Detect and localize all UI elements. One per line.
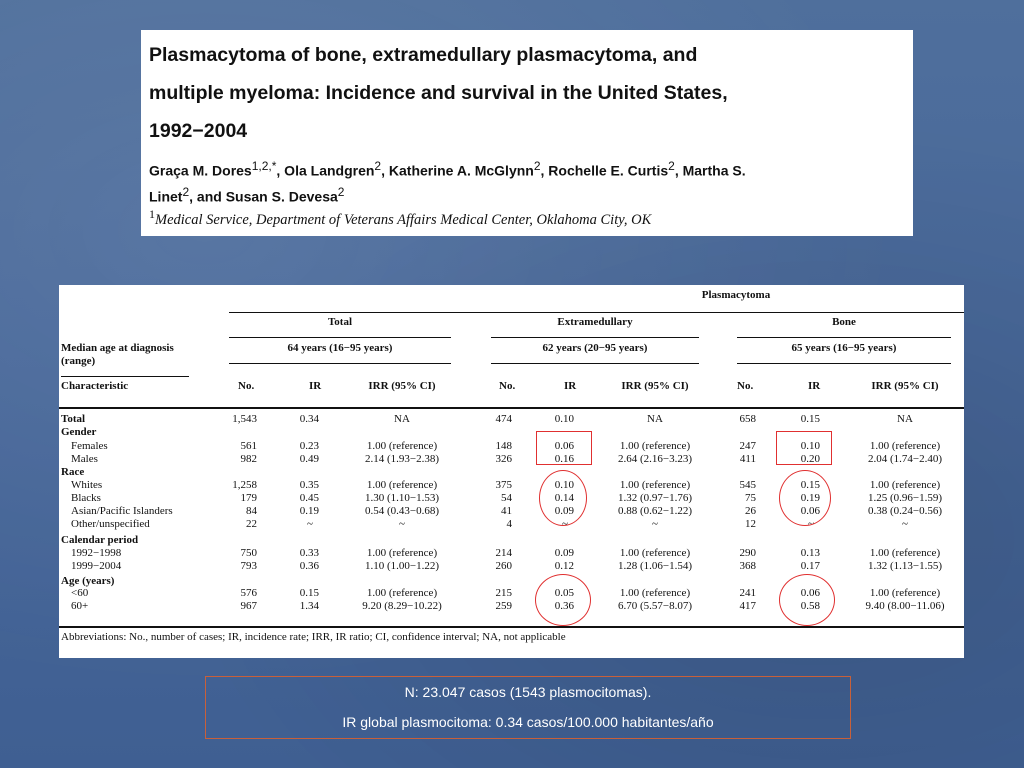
cell-ir: 0.10: [554, 479, 574, 491]
cell-no: 474: [495, 413, 512, 425]
cell-irr: NA: [647, 413, 663, 425]
cell-no: 260: [495, 560, 512, 572]
cell-ir: 0.35: [299, 479, 319, 491]
col-header-no: No.: [499, 380, 516, 392]
race-ir-highlight-extramedullary: [539, 470, 587, 526]
cell-ir: 0.36: [554, 600, 574, 612]
median-age-value: 65 years (16−95 years): [791, 342, 897, 354]
group-rule: [229, 337, 451, 338]
cell-ir: 0.06: [800, 505, 820, 517]
cell-no: 1,258: [232, 479, 257, 491]
cell-irr: 1.25 (0.96−1.59): [867, 492, 943, 504]
section-label: Gender: [61, 426, 97, 438]
cell-irr: 2.14 (1.93−2.38): [364, 453, 440, 465]
cell-irr: NA: [897, 413, 913, 425]
row-label: <60: [71, 587, 89, 599]
cell-irr: NA: [394, 413, 410, 425]
col-header-ir: IR: [808, 380, 821, 392]
cell-no: 41: [501, 505, 512, 517]
median-age-rule: [491, 363, 699, 364]
cell-irr: 1.00 (reference): [366, 587, 438, 599]
median-age-rule: [737, 363, 951, 364]
row-label: Whites: [71, 479, 103, 491]
section-label: Race: [61, 466, 85, 478]
cell-irr: 1.28 (1.06−1.54): [617, 560, 693, 572]
col-header-irr: IRR (95% CI): [621, 380, 689, 392]
cell-no: 22: [246, 518, 257, 530]
paper-header: [141, 30, 913, 236]
race-ir-highlight-bone: [779, 470, 831, 526]
gender-ir-highlight-extramedullary: [536, 431, 592, 465]
cell-no: 793: [240, 560, 257, 572]
group-header-total: Total: [327, 316, 353, 328]
cell-no: 1,543: [232, 413, 257, 425]
gender-ir-highlight-bone: [776, 431, 832, 465]
cell-no: 290: [739, 547, 756, 559]
row-label: Females: [71, 440, 108, 452]
paper-title-line: Plasmacytoma of bone, extramedullary plasmacytoma, and: [149, 44, 698, 66]
cell-ir: 0.12: [554, 560, 574, 572]
cell-irr: 1.00 (reference): [366, 479, 438, 491]
median-age-rule: [229, 363, 451, 364]
cell-no: 561: [240, 440, 257, 452]
cell-irr: 1.30 (1.10−1.53): [364, 492, 440, 504]
header-bottom-rule: [59, 407, 964, 409]
cell-ir: 0.15: [299, 587, 319, 599]
col-header-ir: IR: [564, 380, 577, 392]
cell-irr: 9.20 (8.29−10.22): [362, 600, 442, 612]
col-header-irr: IRR (95% CI): [871, 380, 939, 392]
cell-irr: 9.40 (8.00−11.06): [865, 600, 945, 612]
cell-ir: 0.06: [554, 440, 574, 452]
cell-ir: 0.58: [800, 600, 820, 612]
cell-ir: 0.13: [800, 547, 820, 559]
summary-line-2: IR global plasmocitoma: 0.34 casos/100.000 habitantes/año: [342, 714, 714, 730]
cell-ir: 0.23: [299, 440, 319, 452]
col-header-no: No.: [737, 380, 754, 392]
cell-ir: 0.36: [299, 560, 319, 572]
cell-ir: 0.34: [299, 413, 319, 425]
cell-ir: 0.09: [554, 505, 574, 517]
paper-title-line: 1992−2004: [149, 120, 248, 142]
col-header-irr: IRR (95% CI): [368, 380, 436, 392]
cell-irr: 1.00 (reference): [619, 587, 691, 599]
characteristic-header: Characteristic: [61, 380, 129, 392]
cell-ir: 0.09: [554, 547, 574, 559]
cell-irr: 1.00 (reference): [619, 440, 691, 452]
row-label: 60+: [71, 600, 89, 612]
authors-line-2: Linet$^2$, and Susan S. Devesa$^2$: [149, 184, 345, 205]
age-ir-highlight-bone: [779, 574, 835, 626]
cell-ir: ~: [808, 518, 814, 530]
cell-no: 247: [739, 440, 756, 452]
section-label: Age (years): [61, 575, 115, 587]
median-age-value: 64 years (16−95 years): [287, 342, 393, 354]
cell-irr: 1.00 (reference): [869, 479, 941, 491]
row-label: Total: [61, 413, 86, 425]
median-age-label: Median age at diagnosis: [61, 342, 174, 354]
cell-ir: 0.10: [800, 440, 820, 452]
paper-authors: [149, 156, 905, 207]
col-header-ir: IR: [309, 380, 322, 392]
paper-affiliation: $^1$Medical Service, Department of Veterans Affairs Medical Center, Oklahoma City, OK: [149, 207, 652, 229]
cell-no: 241: [739, 587, 756, 599]
paper-title: [149, 36, 905, 150]
cell-ir: ~: [562, 518, 568, 530]
cell-irr: 0.54 (0.43−0.68): [364, 505, 440, 517]
section-label: Calendar period: [61, 534, 139, 546]
cell-no: 259: [495, 600, 512, 612]
abbreviations-note: Abbreviations: No., number of cases; IR, incidence rate; IRR, IR ratio; CI, confidence interval; NA, not applicable: [61, 631, 566, 643]
cell-no: 967: [240, 600, 257, 612]
footer-top-rule: [59, 626, 964, 628]
age-ir-highlight-extramedullary: [535, 574, 591, 626]
cell-no: 545: [739, 479, 756, 491]
summary-box: [205, 676, 851, 739]
row-label: Asian/Pacific Islanders: [71, 505, 173, 517]
cell-irr: ~: [652, 518, 658, 530]
cell-no: 375: [495, 479, 512, 491]
cell-irr: ~: [399, 518, 405, 530]
cell-no: 982: [240, 453, 257, 465]
cell-irr: 0.88 (0.62−1.22): [617, 505, 693, 517]
row-label: 1999−2004: [71, 560, 122, 572]
incidence-table: [59, 285, 964, 658]
group-rule: [491, 337, 699, 338]
cell-no: 576: [240, 587, 257, 599]
cell-no: 411: [739, 453, 756, 465]
cell-ir: 0.15: [800, 413, 820, 425]
cell-no: 12: [745, 518, 756, 530]
cell-no: 215: [495, 587, 512, 599]
cell-no: 54: [501, 492, 512, 504]
median-age-range-label: (range): [61, 355, 96, 367]
cell-irr: 1.00 (reference): [366, 547, 438, 559]
cell-no: 75: [745, 492, 756, 504]
row-label: 1992−1998: [71, 547, 122, 559]
cell-no: 214: [495, 547, 512, 559]
paper-title-line: multiple myeloma: Incidence and survival in the United States,: [149, 82, 728, 104]
cell-irr: 1.32 (0.97−1.76): [617, 492, 693, 504]
cell-irr: 6.70 (5.57−8.07): [617, 600, 693, 612]
cell-no: 26: [745, 505, 756, 517]
col-header-no: No.: [238, 380, 255, 392]
cell-ir: 0.33: [299, 547, 319, 559]
cell-no: 179: [240, 492, 257, 504]
group-rule: [737, 337, 951, 338]
authors-line-1: Graça M. Dores$^{1,2,*}$, Ola Landgren$^2$, Katherine A. McGlynn$^2$, Rochelle E. Curtis$^2$, Martha S.: [149, 159, 746, 179]
cell-no: 148: [495, 440, 512, 452]
characteristic-rule: [61, 376, 189, 377]
cell-irr: 1.00 (reference): [869, 587, 941, 599]
group-header-extramedullary: Extramedullary: [557, 316, 633, 328]
median-age-value: 62 years (20−95 years): [542, 342, 648, 354]
cell-irr: ~: [902, 518, 908, 530]
row-label: Males: [71, 453, 98, 465]
cell-irr: 1.32 (1.13−1.55): [867, 560, 943, 572]
cell-irr: 2.64 (2.16−3.23): [617, 453, 693, 465]
super-header-rule: [229, 312, 964, 313]
cell-irr: 1.00 (reference): [869, 547, 941, 559]
cell-irr: 1.00 (reference): [366, 440, 438, 452]
cell-ir: 0.19: [299, 505, 319, 517]
cell-ir: 0.16: [554, 453, 574, 465]
cell-irr: 2.04 (1.74−2.40): [867, 453, 943, 465]
cell-ir: 0.15: [800, 479, 820, 491]
cell-ir: 0.20: [800, 453, 820, 465]
cell-ir: 0.05: [554, 587, 574, 599]
cell-ir: 0.06: [800, 587, 820, 599]
cell-irr: 0.38 (0.24−0.56): [867, 505, 943, 517]
cell-ir: 0.14: [554, 492, 574, 504]
cell-no: 658: [739, 413, 756, 425]
cell-no: 326: [495, 453, 512, 465]
cell-ir: 0.19: [800, 492, 820, 504]
table-super-header: Plasmacytoma: [701, 289, 771, 301]
cell-ir: 0.10: [554, 413, 574, 425]
cell-irr: 1.00 (reference): [869, 440, 941, 452]
cell-ir: ~: [307, 518, 313, 530]
cell-irr: 1.00 (reference): [619, 479, 691, 491]
cell-no: 84: [246, 505, 257, 517]
row-label: Other/unspecified: [71, 518, 150, 530]
cell-irr: 1.10 (1.00−1.22): [364, 560, 440, 572]
cell-ir: 0.49: [299, 453, 319, 465]
group-header-bone: Bone: [832, 316, 856, 328]
cell-no: 750: [240, 547, 257, 559]
cell-ir: 0.45: [299, 492, 319, 504]
cell-no: 368: [739, 560, 756, 572]
cell-irr: 1.00 (reference): [619, 547, 691, 559]
row-label: Blacks: [71, 492, 101, 504]
cell-ir: 0.17: [800, 560, 820, 572]
cell-ir: 1.34: [299, 600, 319, 612]
cell-no: 417: [739, 600, 756, 612]
summary-line-1: N: 23.047 casos (1543 plasmocitomas).: [404, 684, 652, 700]
cell-no: 4: [506, 518, 512, 530]
